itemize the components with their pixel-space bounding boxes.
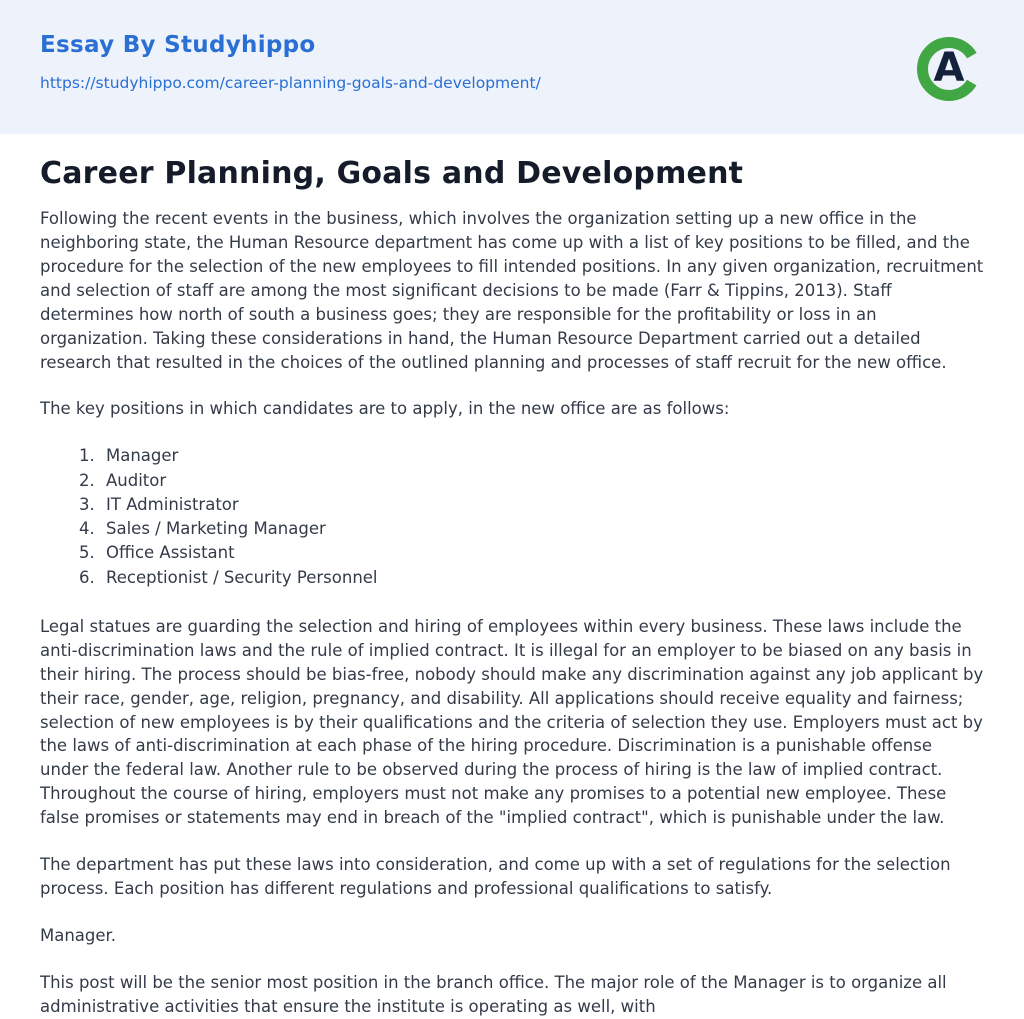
list-item: 5. Office Assistant (100, 541, 984, 565)
article-paragraph-positions-lead: The key positions in which candidates are to apply, in the new office are as follows: (40, 399, 730, 419)
page-title: Career Planning, Goals and Development (40, 156, 744, 191)
site-header-text (40, 32, 541, 92)
list-item: 6. Receptionist / Security Personnel (100, 566, 984, 590)
logo-letter: A (933, 45, 965, 91)
site-header (0, 0, 1024, 134)
site-title: Essay By Studyhippo (40, 32, 316, 58)
list-item: 2. Auditor (100, 469, 984, 493)
article-paragraph-legal: Legal statues are guarding the selection and hiring of employees within every business. These laws include the anti-discrimination laws and the rule of implied contract. It is illegal for an employer to be biased on any basis in their hiring. The process should be bias-free, nobody should make any discrimination against any job applicant by their race, gender, age, religion, pregnancy, and disability. All applications should receive equality and fairness; selection of new employees is by their qualifications and the criteria of selection they use. Employers must act by the laws of anti-discrimination at each phase of the hiring procedure. Discrimination is a punishable offense under the federal law. Another rule to be observed during the process of hiring is the law of implied contract. Throughout the course of hiring, employers must not make any promises to a potential new employee. These false promises or statements may end in breach of the "implied contract", which is punishable under the law. (40, 616, 984, 828)
list-item: 3. IT Administrator (100, 493, 984, 517)
article-url-link[interactable]: https://studyhippo.com/career-planning-goals-and-development/ (40, 74, 541, 92)
list-item: 4. Sales / Marketing Manager (100, 517, 984, 541)
article-content (0, 134, 1024, 1019)
article-paragraph-intro: Following the recent events in the business, which involves the organization setting up a new office in the neighboring state, the Human Resource department has come up with a list of key positions to be filled, and the procedure for the selection of the new employees to fill intended positions. In any given organization, recruitment and selection of staff are among the most significant decisions to be made (Farr & Tippins, 2013). Staff determines how north of south a business goes; they are responsible for the profitability or loss in an organization. Taking these considerations in hand, the Human Resource Department carried out a detailed research that resulted in the choices of the outlined planning and processes of staff recruit for the new office. (40, 209, 984, 372)
positions-list (40, 444, 984, 590)
article-paragraph-manager-heading: Manager. (40, 926, 117, 946)
list-item: 1. Manager (100, 444, 984, 468)
studyhippo-logo[interactable] (912, 32, 986, 106)
article-paragraph-regulations: The department has put these laws into consideration, and come up with a set of regulations for the selection process. Each position has different regulations and professional qualifications to satisfy. (40, 855, 951, 899)
article-paragraph-manager-role: This post will be the senior most position in the branch office. The major role of the Manager is to organize all administrative activities that ensure the institute is operating as well, with (40, 972, 947, 1016)
